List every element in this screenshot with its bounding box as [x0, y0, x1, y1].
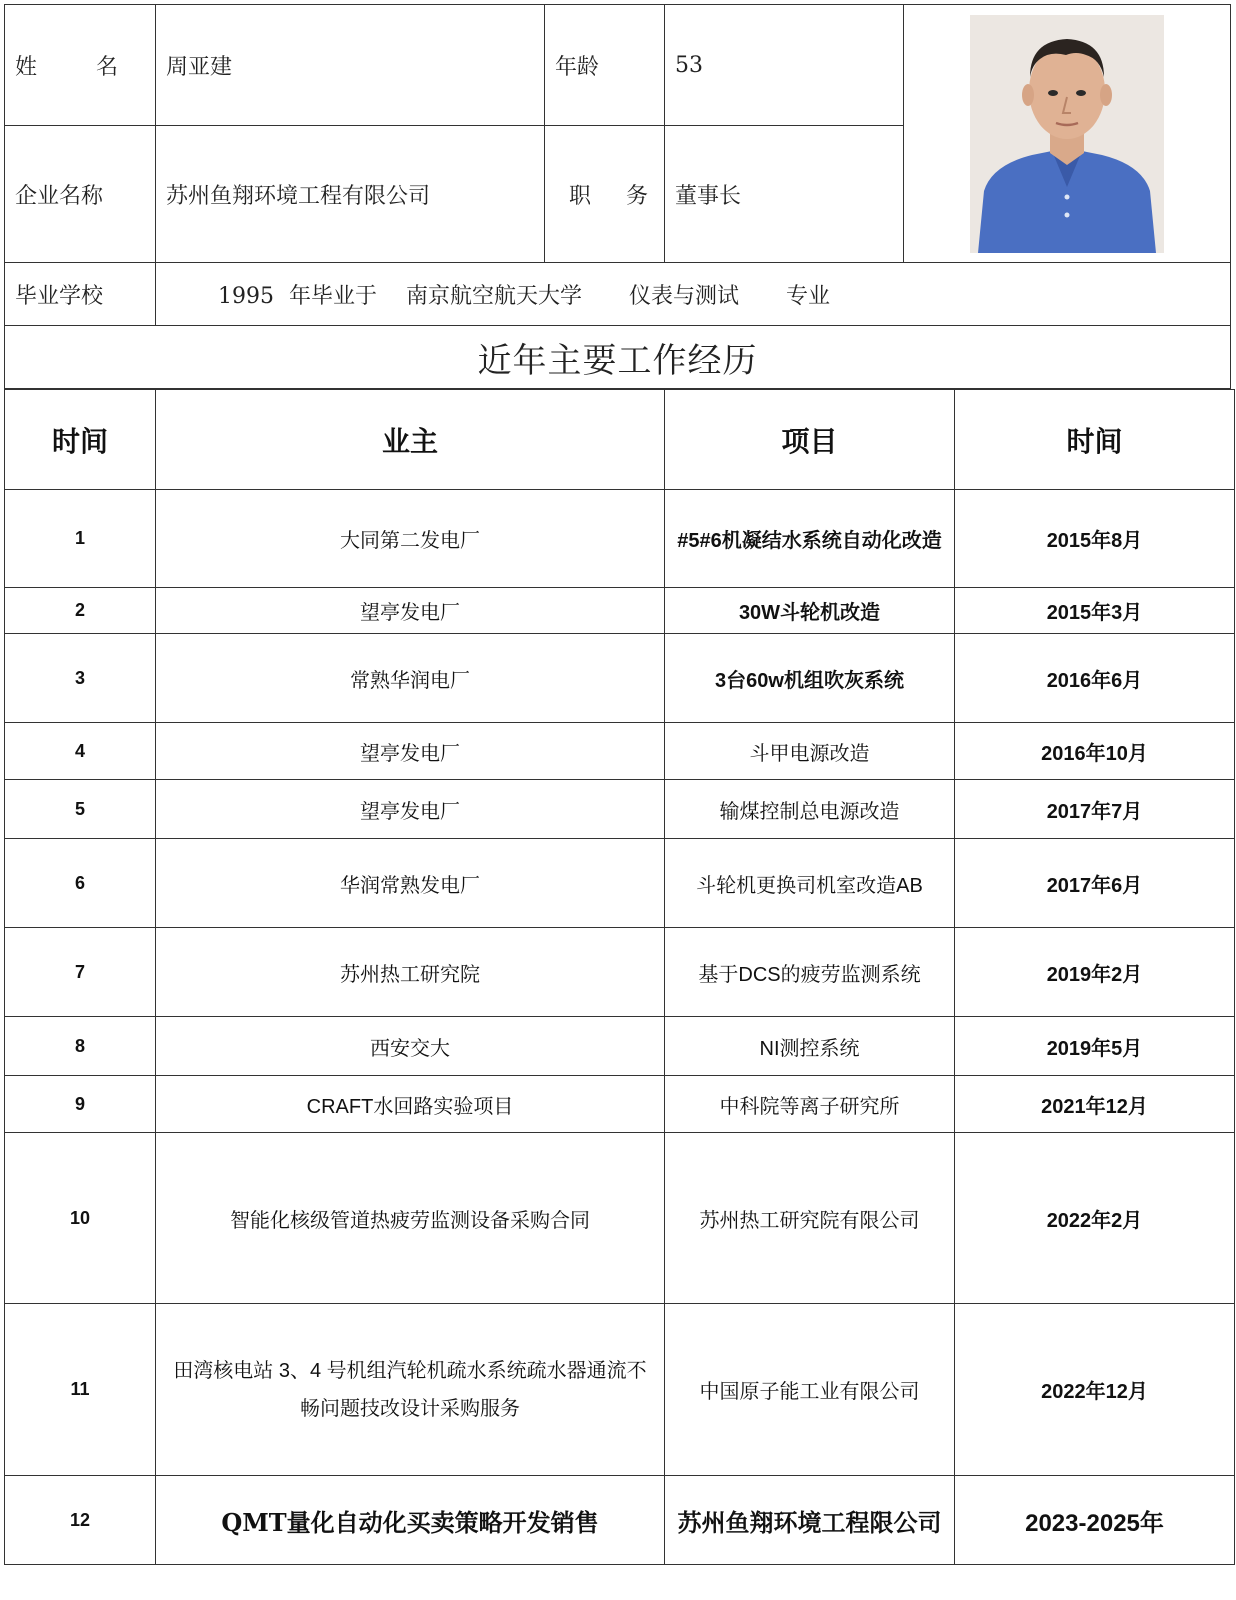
section-title: 近年主要工作经历 — [5, 326, 1231, 389]
row-number: 10 — [5, 1133, 156, 1304]
table-row — [5, 588, 1235, 634]
table-row — [5, 1476, 1235, 1565]
row-project: 中科院等离子研究所 — [665, 1076, 955, 1133]
row-date: 2015年3月 — [955, 588, 1235, 634]
table-header-row — [5, 390, 1235, 490]
header-project: 项目 — [665, 390, 955, 490]
header-owner: 业主 — [156, 390, 665, 490]
row-date: 2022年2月 — [955, 1133, 1235, 1304]
row-date: 2019年5月 — [955, 1017, 1235, 1076]
table-row — [5, 723, 1235, 780]
row-number: 7 — [5, 928, 156, 1017]
row-owner: 智能化核级管道热疲劳监测设备采购合同 — [156, 1133, 665, 1304]
age-label: 年龄 — [545, 5, 665, 126]
table-row — [5, 780, 1235, 839]
row-date: 2016年6月 — [955, 634, 1235, 723]
row-number: 3 — [5, 634, 156, 723]
row-owner: QMT量化自动化买卖策略开发销售 — [156, 1476, 665, 1565]
row-owner: 望亭发电厂 — [156, 588, 665, 634]
experience-table — [4, 389, 1235, 1565]
row-number: 5 — [5, 780, 156, 839]
row-project: 苏州鱼翔环境工程限公司 — [665, 1476, 955, 1565]
row-number: 8 — [5, 1017, 156, 1076]
row-project: 斗甲电源改造 — [665, 723, 955, 780]
age-value: 53 — [665, 5, 904, 126]
row-date: 2021年12月 — [955, 1076, 1235, 1133]
row-date: 2016年10月 — [955, 723, 1235, 780]
row-project: 30W斗轮机改造 — [665, 588, 955, 634]
row-owner: 望亭发电厂 — [156, 780, 665, 839]
grad-text: 年毕业于 — [289, 283, 378, 309]
table-row — [5, 1076, 1235, 1133]
school-name: 南京航空航天大学 — [406, 283, 583, 309]
table-row — [5, 928, 1235, 1017]
row-owner — [156, 1304, 665, 1476]
header-time: 时间 — [5, 390, 156, 490]
row-date: 2015年8月 — [955, 490, 1235, 588]
row-owner: 常熟华润电厂 — [156, 634, 665, 723]
row-date: 2017年7月 — [955, 780, 1235, 839]
name-value: 周亚建 — [156, 5, 545, 126]
table-row — [5, 1133, 1235, 1304]
row-number: 1 — [5, 490, 156, 588]
table-row — [5, 634, 1235, 723]
person-photo-icon — [970, 15, 1164, 253]
row-number: 4 — [5, 723, 156, 780]
row-owner: CRAFT水回路实验项目 — [156, 1076, 665, 1133]
name-label: 姓 名 — [5, 5, 156, 126]
row-project: 基于DCS的疲劳监测系统 — [665, 928, 955, 1017]
row-owner: 西安交大 — [156, 1017, 665, 1076]
school-label: 毕业学校 — [5, 263, 156, 326]
table-row — [5, 839, 1235, 928]
row-project: 苏州热工研究院有限公司 — [665, 1133, 955, 1304]
row-number: 12 — [5, 1476, 156, 1565]
resume-page — [4, 4, 1232, 1565]
row-project: #5#6机凝结水系统自动化改造 — [665, 490, 955, 588]
row-owner-line: 畅问题技改设计采购服务 — [300, 1397, 520, 1420]
position-value: 董事长 — [665, 126, 904, 263]
row-number: 6 — [5, 839, 156, 928]
row-project: 3台60w机组吹灰系统 — [665, 634, 955, 723]
education-detail — [156, 263, 1231, 326]
table-row — [5, 490, 1235, 588]
row-number: 9 — [5, 1076, 156, 1133]
row-owner-line: 田湾核电站 3、4 号机组汽轮机疏水系统疏水器通流不 — [173, 1359, 647, 1382]
table-row — [5, 1017, 1235, 1076]
profile-table — [4, 4, 1231, 389]
row-owner: 望亭发电厂 — [156, 723, 665, 780]
company-label: 企业名称 — [5, 126, 156, 263]
row-number: 2 — [5, 588, 156, 634]
row-date: 2022年12月 — [955, 1304, 1235, 1476]
row-date: 2017年6月 — [955, 839, 1235, 928]
row-project: 斗轮机更换司机室改造AB — [665, 839, 955, 928]
row-date: 2023-2025年 — [955, 1476, 1235, 1565]
row-owner: 华润常熟发电厂 — [156, 839, 665, 928]
row-project: NI测控系统 — [665, 1017, 955, 1076]
major-suffix: 专业 — [786, 283, 831, 309]
row-project: 输煤控制总电源改造 — [665, 780, 955, 839]
row-date: 2019年2月 — [955, 928, 1235, 1017]
row-owner: 大同第二发电厂 — [156, 490, 665, 588]
header-date: 时间 — [955, 390, 1235, 490]
grad-year: 1995 — [218, 283, 274, 309]
row-owner: 苏州热工研究院 — [156, 928, 665, 1017]
row-project: 中国原子能工业有限公司 — [665, 1304, 955, 1476]
company-value: 苏州鱼翔环境工程有限公司 — [156, 126, 545, 263]
table-row — [5, 1304, 1235, 1476]
row-number: 11 — [5, 1304, 156, 1476]
position-label: 职 务 — [545, 126, 665, 263]
major: 仪表与测试 — [629, 283, 740, 309]
photo-cell — [904, 5, 1231, 263]
